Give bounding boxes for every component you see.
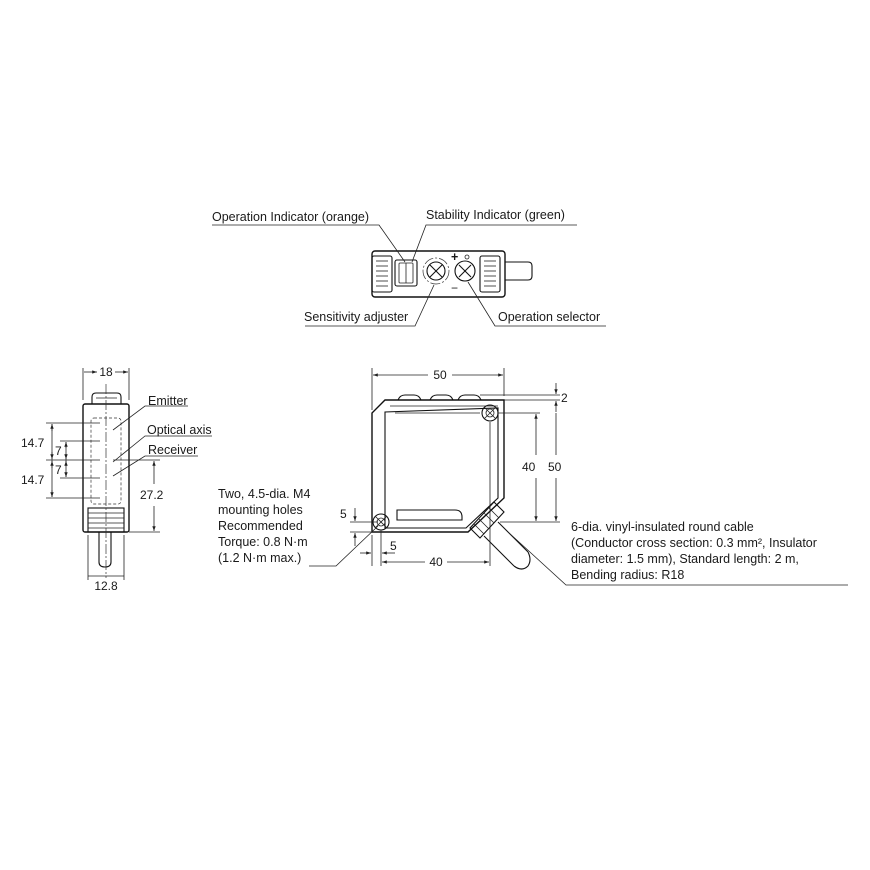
top-view (212, 208, 606, 326)
operation-indicator-label: Operation Indicator (orange) (212, 210, 370, 224)
dim-5-bottom: 5 (390, 539, 397, 553)
sensitivity-adjuster-label: Sensitivity adjuster (304, 310, 409, 324)
operation-selector-label: Operation selector (498, 310, 601, 324)
dim-7-top: 7 (55, 444, 62, 458)
optical-axis-label: Optical axis (147, 423, 212, 437)
dim-12-8: 12.8 (94, 579, 118, 593)
sensitivity-adjuster-knob (423, 258, 449, 284)
dim-7-bottom: 7 (55, 463, 62, 477)
plus-mark: + (451, 250, 459, 264)
dim-40-bottom: 40 (429, 555, 443, 569)
cable-note-line-4: Bending radius: R18 (571, 568, 685, 582)
cable-note (571, 520, 817, 582)
top-left-rib (372, 256, 392, 292)
mounting-note-line-1: Two, 4.5-dia. M4 (218, 487, 311, 501)
cable-note-line-1: 6-dia. vinyl-insulated round cable (571, 520, 754, 534)
cable-gland (470, 502, 530, 569)
stability-indicator-label: Stability Indicator (green) (426, 208, 565, 222)
mounting-note-line-5: (1.2 N·m max.) (218, 551, 302, 565)
mounting-note-line-2: mounting holes (218, 503, 303, 517)
cable-note-line-3: diameter: 1.5 mm), Standard length: 2 m, (571, 552, 799, 566)
dim-50-top: 50 (433, 368, 447, 382)
dim-14-7-bottom: 14.7 (21, 473, 45, 487)
dim-5-left: 5 (340, 507, 347, 521)
mounting-hole-top (482, 405, 498, 421)
front-view (218, 368, 848, 585)
top-right-rib (480, 256, 500, 292)
dim-14-7-top: 14.7 (21, 436, 45, 450)
emitter-label: Emitter (148, 394, 188, 408)
receiver-label: Receiver (148, 443, 198, 457)
dim-27-2: 27.2 (140, 488, 164, 502)
dim-40-right: 40 (522, 460, 536, 474)
mounting-note (218, 487, 310, 565)
minus-mark: − (451, 281, 459, 295)
side-view (21, 365, 212, 593)
dim-18: 18 (99, 365, 113, 379)
mounting-note-line-3: Recommended (218, 519, 303, 533)
cable-note-line-2: (Conductor cross section: 0.3 mm², Insulator (571, 536, 817, 550)
indicator-window (395, 260, 417, 286)
mounting-note-line-4: Torque: 0.8 N·m (218, 535, 308, 549)
dim-50-right: 50 (548, 460, 562, 474)
dim-2: 2 (561, 391, 568, 405)
